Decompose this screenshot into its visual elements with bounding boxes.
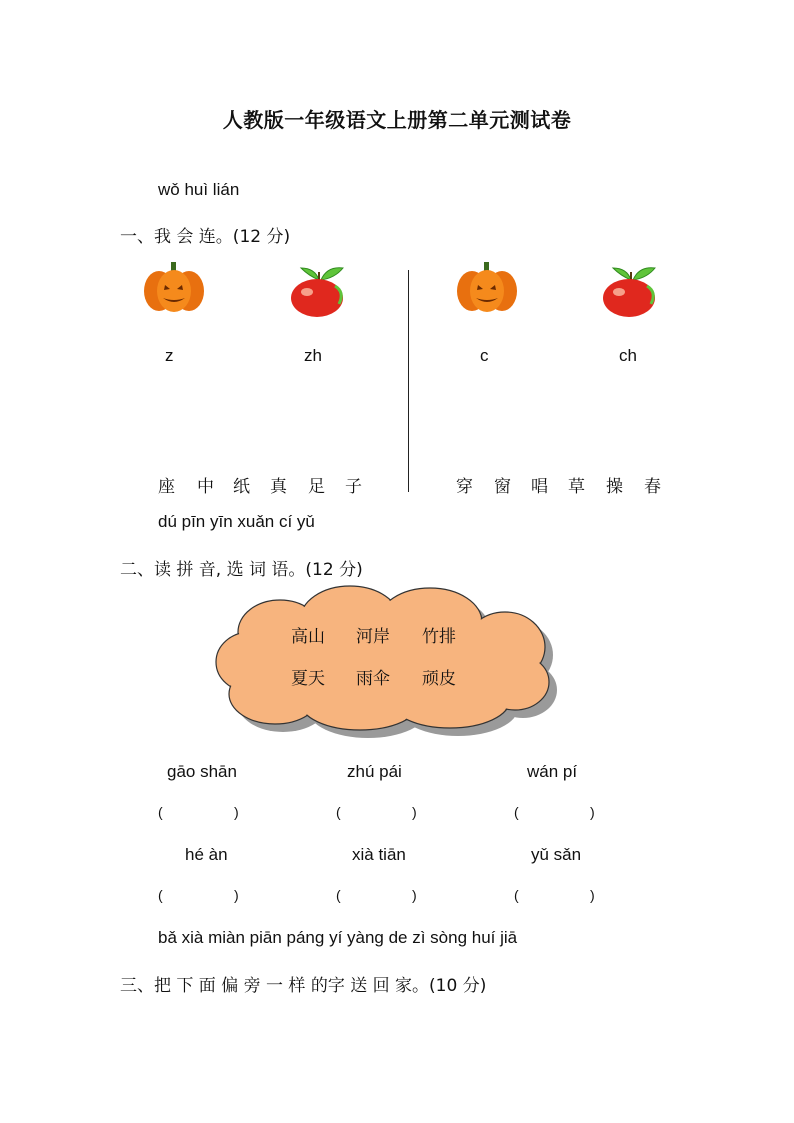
cloud-word: 夏天 (291, 669, 325, 689)
word-cloud (210, 582, 570, 742)
cloud-word: 竹排 (422, 627, 456, 647)
char-item: 座 (158, 477, 175, 497)
char-item: 真 (270, 477, 287, 497)
apple-icon (599, 260, 663, 318)
answer-blank-open: ( (514, 804, 519, 820)
answer-blank-open: ( (336, 804, 341, 820)
answer-blank-close: ) (590, 804, 595, 820)
char-item: 中 (197, 477, 214, 497)
char-item: 唱 (531, 477, 548, 497)
column-divider (408, 270, 409, 492)
label-zh: zh (304, 346, 322, 365)
pinyin-prompt: yǔ sǎn (531, 845, 582, 864)
pinyin-prompt: xià tiān (352, 845, 406, 864)
cloud-word: 雨伞 (356, 669, 390, 689)
answer-blank-close: ) (234, 887, 239, 903)
char-item: 窗 (494, 477, 511, 497)
page-title: 人教版一年级语文上册第二单元测试卷 (222, 108, 572, 132)
label-z: z (165, 346, 174, 365)
section2-pinyin: dú pīn yīn xuǎn cí yǔ (158, 512, 315, 531)
answer-blank-close: ) (590, 887, 595, 903)
section3-heading: 三、把 下 面 偏 旁 一 样 的字 送 回 家。(10 分) (120, 976, 487, 996)
answer-blank-close: ) (412, 804, 417, 820)
char-item: 子 (345, 477, 362, 497)
pinyin-prompt: gāo shān (167, 762, 237, 781)
pinyin-prompt: hé àn (185, 845, 228, 864)
section1-heading: 一、我 会 连。(12 分) (120, 227, 291, 247)
answer-blank-open: ( (158, 804, 163, 820)
answer-blank-open: ( (158, 887, 163, 903)
char-item: 足 (308, 477, 325, 497)
section3-pinyin: bǎ xià miàn piān páng yí yàng de zì sòng huí jiā (158, 928, 518, 947)
cloud-word: 顽皮 (422, 669, 456, 689)
char-item: 春 (644, 477, 661, 497)
pumpkin-icon (456, 260, 518, 314)
answer-blank-open: ( (514, 887, 519, 903)
cloud-word: 高山 (291, 627, 325, 647)
answer-blank-close: ) (234, 804, 239, 820)
char-item: 草 (568, 477, 585, 497)
pinyin-prompt: wán pí (527, 762, 578, 781)
label-c: c (480, 346, 489, 365)
section2-heading: 二、读 拼 音, 选 词 语。(12 分) (120, 560, 363, 580)
label-ch: ch (619, 346, 637, 365)
answer-blank-close: ) (412, 887, 417, 903)
pumpkin-icon (143, 260, 205, 314)
char-item: 操 (606, 477, 623, 497)
section1-pinyin: wǒ huì lián (158, 180, 240, 199)
char-item: 纸 (233, 477, 250, 497)
pinyin-prompt: zhú pái (347, 762, 402, 781)
char-item: 穿 (456, 477, 473, 497)
answer-blank-open: ( (336, 887, 341, 903)
cloud-word: 河岸 (356, 627, 390, 647)
apple-icon (287, 260, 351, 318)
